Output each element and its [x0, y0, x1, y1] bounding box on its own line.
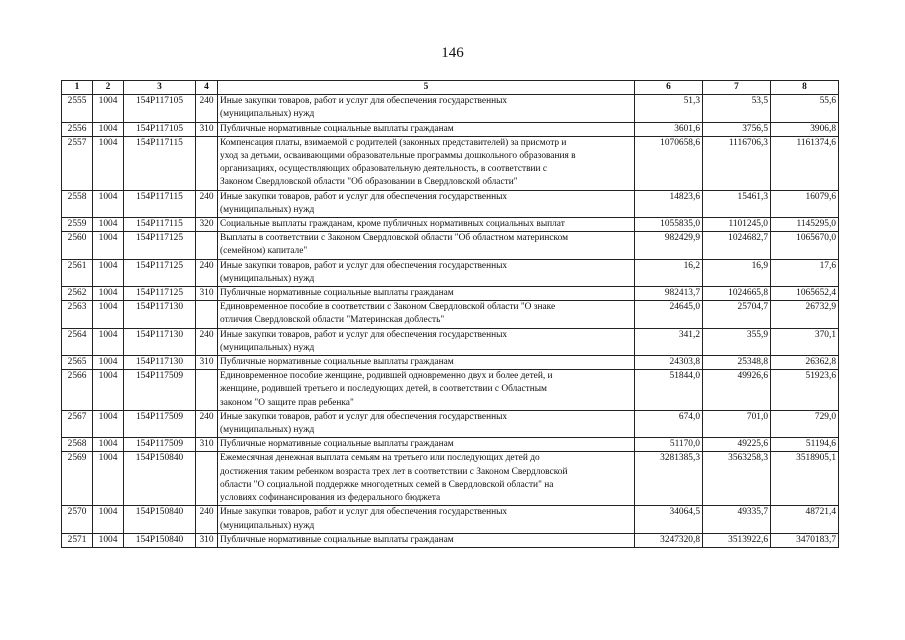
- row-number-cell: 2565: [62, 356, 93, 370]
- description-line: Законом Свердловской области "Об образовании в Свердловской области": [220, 177, 518, 188]
- amount-cell-col-8: 1161374,6: [771, 136, 839, 190]
- description-cell: [218, 328, 635, 355]
- description-line: Публичные нормативные социальные выплаты гражданам: [220, 288, 454, 299]
- table-row: [62, 287, 839, 301]
- expense-kind-cell: 310: [196, 533, 218, 547]
- amount-cell-col-6: 24645,0: [635, 301, 703, 328]
- description-line: Компенсация платы, взимаемой с родителей (законных представителей) за присмотр и: [220, 137, 567, 148]
- description-cell: [218, 259, 635, 286]
- section-code-cell: 1004: [93, 506, 124, 533]
- description-line: отличия Свердловской области "Материнская доблесть": [220, 315, 445, 326]
- target-code-cell: 154P117125: [124, 259, 196, 286]
- row-number-cell: 2555: [62, 95, 93, 122]
- description-line: Единовременное пособие женщине, родившей одновременно двух и более детей, и: [220, 371, 553, 382]
- amount-cell-col-7: 3563258,3: [703, 452, 771, 506]
- amount-cell-col-8: 3470183,7: [771, 533, 839, 547]
- description-line: организациях, осуществляющих образовательную деятельность, в соответствии с: [220, 164, 548, 175]
- table-row: [62, 410, 839, 437]
- amount-cell-col-7: 3756,5: [703, 122, 771, 136]
- column-header-2: 2: [93, 81, 124, 95]
- amount-cell-col-6: 34064,5: [635, 506, 703, 533]
- description-line: уход за детьми, осваивающими образовательные программы дошкольного образования в: [220, 151, 576, 162]
- description-line: законом "О защите прав ребенка": [220, 397, 354, 408]
- page-number: 146: [441, 45, 464, 61]
- expense-kind-cell: 240: [196, 410, 218, 437]
- column-header-6: 6: [635, 81, 703, 95]
- description-cell: [218, 438, 635, 452]
- description-line: достижения таким ребенком возраста трех лет в соответствии с Законом Свердловской: [220, 466, 568, 477]
- description-cell: [218, 356, 635, 370]
- expense-kind-cell: [196, 136, 218, 190]
- expense-kind-cell: 240: [196, 95, 218, 122]
- description-line: Публичные нормативные социальные выплаты гражданам: [220, 357, 454, 368]
- row-number-cell: 2559: [62, 218, 93, 232]
- column-header-4: 4: [196, 81, 218, 95]
- target-code-cell: 154P150840: [124, 452, 196, 506]
- amount-cell-col-7: 1116706,3: [703, 136, 771, 190]
- description-line: Единовременное пособие в соответствии с Законом Свердловской области "О знаке: [220, 302, 556, 313]
- amount-cell-col-6: 51170,0: [635, 438, 703, 452]
- description-line: (семейном) капитале": [220, 246, 308, 257]
- amount-cell-col-6: 674,0: [635, 410, 703, 437]
- target-code-cell: 154P150840: [124, 533, 196, 547]
- amount-cell-col-7: 355,9: [703, 328, 771, 355]
- row-number-cell: 2567: [62, 410, 93, 437]
- amount-cell-col-6: 24303,8: [635, 356, 703, 370]
- amount-cell-col-6: 3281385,3: [635, 452, 703, 506]
- expense-kind-cell: [196, 232, 218, 259]
- target-code-cell: 154P117115: [124, 218, 196, 232]
- table-row: [62, 136, 839, 190]
- section-code-cell: 1004: [93, 218, 124, 232]
- table-row: [62, 438, 839, 452]
- amount-cell-col-8: 16079,6: [771, 190, 839, 217]
- amount-cell-col-8: 3906,8: [771, 122, 839, 136]
- description-line: Иные закупки товаров, работ и услуг для обеспечения государственных: [220, 191, 508, 202]
- description-line: Иные закупки товаров, работ и услуг для обеспечения государственных: [220, 507, 508, 518]
- table-header: [62, 81, 839, 95]
- description-cell: [218, 232, 635, 259]
- description-line: области "О социальной поддержке многодетных семей в Свердловской области" на: [220, 479, 554, 490]
- amount-cell-col-6: 982413,7: [635, 287, 703, 301]
- section-code-cell: 1004: [93, 533, 124, 547]
- amount-cell-col-7: 1024665,8: [703, 287, 771, 301]
- amount-cell-col-7: 3513922,6: [703, 533, 771, 547]
- expense-kind-cell: 310: [196, 287, 218, 301]
- row-number-cell: 2564: [62, 328, 93, 355]
- row-number-cell: 2571: [62, 533, 93, 547]
- description-cell: [218, 370, 635, 411]
- amount-cell-col-6: 3247320,8: [635, 533, 703, 547]
- description-cell: [218, 136, 635, 190]
- target-code-cell: 154P117130: [124, 356, 196, 370]
- amount-cell-col-7: 49926,6: [703, 370, 771, 411]
- amount-cell-col-8: 51923,6: [771, 370, 839, 411]
- target-code-cell: 154P117509: [124, 410, 196, 437]
- amount-cell-col-7: 15461,3: [703, 190, 771, 217]
- table-row: [62, 122, 839, 136]
- target-code-cell: 154P117115: [124, 136, 196, 190]
- table-row: [62, 190, 839, 217]
- amount-cell-col-6: 341,2: [635, 328, 703, 355]
- header-row: [62, 81, 839, 95]
- expense-kind-cell: [196, 370, 218, 411]
- expense-kind-cell: 240: [196, 328, 218, 355]
- description-line: (муниципальных) нужд: [220, 204, 315, 215]
- amount-cell-col-7: 1101245,0: [703, 218, 771, 232]
- table-row: [62, 506, 839, 533]
- table-row: [62, 95, 839, 122]
- amount-cell-col-6: 16,2: [635, 259, 703, 286]
- table-row: [62, 533, 839, 547]
- description-line: Выплаты в соответствии с Законом Свердловской области "Об областном материнском: [220, 233, 569, 244]
- table-row: [62, 259, 839, 286]
- description-line: (муниципальных) нужд: [220, 425, 315, 436]
- amount-cell-col-8: 48721,4: [771, 506, 839, 533]
- description-line: условиях софинансирования из федерального бюджета: [220, 493, 441, 504]
- amount-cell-col-8: 1065670,0: [771, 232, 839, 259]
- row-number-cell: 2570: [62, 506, 93, 533]
- amount-cell-col-7: 49225,6: [703, 438, 771, 452]
- description-cell: [218, 122, 635, 136]
- target-code-cell: 154P117130: [124, 328, 196, 355]
- target-code-cell: 154P117115: [124, 190, 196, 217]
- section-code-cell: 1004: [93, 328, 124, 355]
- expense-kind-cell: 310: [196, 356, 218, 370]
- description-line: (муниципальных) нужд: [220, 109, 315, 120]
- description-line: Социальные выплаты гражданам, кроме публичных нормативных социальных выплат: [220, 219, 565, 230]
- section-code-cell: 1004: [93, 370, 124, 411]
- description-cell: [218, 410, 635, 437]
- description-cell: [218, 506, 635, 533]
- description-cell: [218, 218, 635, 232]
- description-cell: [218, 287, 635, 301]
- expense-kind-cell: 310: [196, 122, 218, 136]
- section-code-cell: 1004: [93, 438, 124, 452]
- description-line: Публичные нормативные социальные выплаты гражданам: [220, 123, 454, 134]
- section-code-cell: 1004: [93, 122, 124, 136]
- column-header-8: 8: [771, 81, 839, 95]
- section-code-cell: 1004: [93, 190, 124, 217]
- column-header-7: 7: [703, 81, 771, 95]
- amount-cell-col-7: 53,5: [703, 95, 771, 122]
- amount-cell-col-8: 17,6: [771, 259, 839, 286]
- row-number-cell: 2561: [62, 259, 93, 286]
- description-line: Публичные нормативные социальные выплаты гражданам: [220, 439, 454, 450]
- description-line: женщине, родившей третьего и последующих детей, в соответствии с Областным: [220, 384, 547, 395]
- target-code-cell: 154P117509: [124, 438, 196, 452]
- row-number-cell: 2560: [62, 232, 93, 259]
- section-code-cell: 1004: [93, 259, 124, 286]
- table-row: [62, 232, 839, 259]
- description-line: Иные закупки товаров, работ и услуг для обеспечения государственных: [220, 329, 508, 340]
- description-line: (муниципальных) нужд: [220, 520, 315, 531]
- column-header-1: 1: [62, 81, 93, 95]
- description-cell: [218, 301, 635, 328]
- description-line: Иные закупки товаров, работ и услуг для обеспечения государственных: [220, 96, 508, 107]
- expense-kind-cell: 240: [196, 259, 218, 286]
- table-row: [62, 356, 839, 370]
- table-row: [62, 301, 839, 328]
- amount-cell-col-7: 16,9: [703, 259, 771, 286]
- table-body: [62, 95, 839, 548]
- description-line: Иные закупки товаров, работ и услуг для обеспечения государственных: [220, 260, 508, 271]
- amount-cell-col-8: 55,6: [771, 95, 839, 122]
- description-line: (муниципальных) нужд: [220, 273, 315, 284]
- description-cell: [218, 190, 635, 217]
- expense-kind-cell: 240: [196, 190, 218, 217]
- amount-cell-col-7: 701,0: [703, 410, 771, 437]
- section-code-cell: 1004: [93, 452, 124, 506]
- amount-cell-col-6: 3601,6: [635, 122, 703, 136]
- description-line: Ежемесячная денежная выплата семьям на третьего или последующих детей до: [220, 453, 540, 464]
- row-number-cell: 2556: [62, 122, 93, 136]
- budget-table: [61, 80, 839, 548]
- description-line: Иные закупки товаров, работ и услуг для обеспечения государственных: [220, 411, 508, 422]
- amount-cell-col-6: 14823,6: [635, 190, 703, 217]
- amount-cell-col-6: 51844,0: [635, 370, 703, 411]
- row-number-cell: 2563: [62, 301, 93, 328]
- target-code-cell: 154P117125: [124, 232, 196, 259]
- row-number-cell: 2568: [62, 438, 93, 452]
- amount-cell-col-8: 51194,6: [771, 438, 839, 452]
- section-code-cell: 1004: [93, 301, 124, 328]
- description-cell: [218, 95, 635, 122]
- expense-kind-cell: 310: [196, 438, 218, 452]
- description-line: (муниципальных) нужд: [220, 342, 315, 353]
- column-header-3: 3: [124, 81, 196, 95]
- row-number-cell: 2569: [62, 452, 93, 506]
- section-code-cell: 1004: [93, 287, 124, 301]
- amount-cell-col-6: 982429,9: [635, 232, 703, 259]
- amount-cell-col-6: 1070658,6: [635, 136, 703, 190]
- target-code-cell: 154P117509: [124, 370, 196, 411]
- amount-cell-col-8: 729,0: [771, 410, 839, 437]
- section-code-cell: 1004: [93, 232, 124, 259]
- target-code-cell: 154P117125: [124, 287, 196, 301]
- row-number-cell: 2557: [62, 136, 93, 190]
- amount-cell-col-6: 51,3: [635, 95, 703, 122]
- row-number-cell: 2562: [62, 287, 93, 301]
- table-row: [62, 370, 839, 411]
- target-code-cell: 154P117105: [124, 122, 196, 136]
- amount-cell-col-8: 1145295,0: [771, 218, 839, 232]
- section-code-cell: 1004: [93, 136, 124, 190]
- target-code-cell: 154P117105: [124, 95, 196, 122]
- section-code-cell: 1004: [93, 410, 124, 437]
- row-number-cell: 2558: [62, 190, 93, 217]
- description-cell: [218, 452, 635, 506]
- table-row: [62, 218, 839, 232]
- target-code-cell: 154P150840: [124, 506, 196, 533]
- target-code-cell: 154P117130: [124, 301, 196, 328]
- amount-cell-col-8: 370,1: [771, 328, 839, 355]
- amount-cell-col-8: 1065652,4: [771, 287, 839, 301]
- table-row: [62, 328, 839, 355]
- amount-cell-col-7: 25704,7: [703, 301, 771, 328]
- table-row: [62, 452, 839, 506]
- section-code-cell: 1004: [93, 95, 124, 122]
- expense-kind-cell: 240: [196, 506, 218, 533]
- expense-kind-cell: 320: [196, 218, 218, 232]
- amount-cell-col-8: 26362,8: [771, 356, 839, 370]
- amount-cell-col-6: 1055835,0: [635, 218, 703, 232]
- description-cell: [218, 533, 635, 547]
- row-number-cell: 2566: [62, 370, 93, 411]
- amount-cell-col-7: 1024682,7: [703, 232, 771, 259]
- description-line: Публичные нормативные социальные выплаты гражданам: [220, 534, 454, 545]
- amount-cell-col-7: 25348,8: [703, 356, 771, 370]
- column-header-5: 5: [218, 81, 635, 95]
- expense-kind-cell: [196, 301, 218, 328]
- expense-kind-cell: [196, 452, 218, 506]
- amount-cell-col-8: 3518905,1: [771, 452, 839, 506]
- amount-cell-col-7: 49335,7: [703, 506, 771, 533]
- section-code-cell: 1004: [93, 356, 124, 370]
- amount-cell-col-8: 26732,9: [771, 301, 839, 328]
